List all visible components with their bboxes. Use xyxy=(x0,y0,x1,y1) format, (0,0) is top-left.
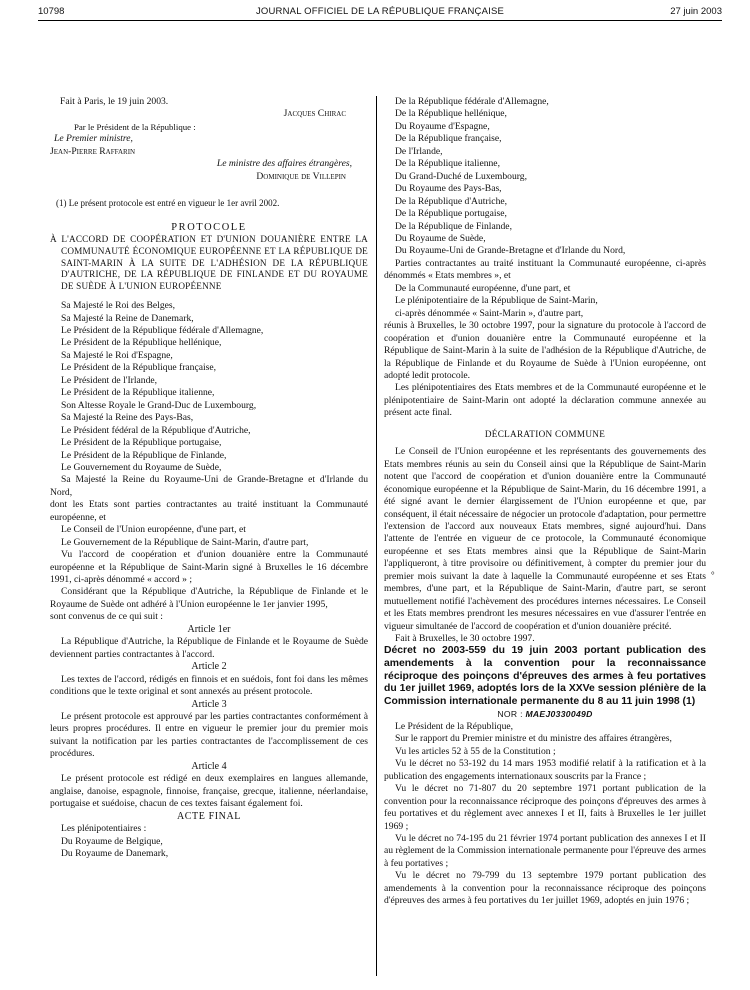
party-item: Le Président de l'Irlande, xyxy=(61,374,158,386)
party-item: Du Royaume d'Espagne, xyxy=(395,120,490,132)
uk-party: Sa Majesté la Reine du Royaume-Uni de Grande-Bretagne et d'Irlande du Nord, xyxy=(50,474,368,498)
fait-bruxelles: Fait à Bruxelles, le 30 octobre 1997. xyxy=(395,633,535,645)
party-item: De la République hellénique, xyxy=(395,108,507,120)
visa-item: Vu le décret no 79-799 du 13 septembre 1979 portant publication des amendements à la convention pour la reconnaissance réciproque des poinçons d'épreuves des armes à feu portatives du 1er juillet 1969, adoptés en juin 1976 ; xyxy=(384,870,706,907)
denommee-sm: ci-après dénommée « Saint-Marin », d'autre part, xyxy=(395,307,584,319)
party-item: Du Grand-Duché de Luxembourg, xyxy=(395,170,527,182)
signer-name: Jacques Chirac xyxy=(283,108,346,120)
party-item: De la République française, xyxy=(395,133,502,145)
acte-final-heading: ACTE FINAL xyxy=(176,810,242,822)
nor-code: MAEJ0330049D xyxy=(525,709,593,720)
party-item: Son Altesse Royale le Grand-Duc de Luxembourg, xyxy=(61,399,257,411)
party-item: Le Gouvernement du Royaume de Suède, xyxy=(61,461,222,473)
party-item: Du Royaume des Pays-Bas, xyxy=(395,183,502,195)
plenipotentiaire-sm: Le plénipotentiaire de la République de Saint-Marin, xyxy=(395,295,598,307)
party-item: Du Royaume-Uni de Grande-Bretagne et d'Irlande du Nord, xyxy=(395,245,626,257)
article-text: Le présent protocole est rédigé en deux exemplaires en langues allemande, anglaise, danoise, espagnole, finnoise, française, grecque, italienne, néerlandaise, portugaise et suédoise, chacun de ces textes faisant également foi. xyxy=(50,773,368,810)
party-item: Du Royaume de Suède, xyxy=(395,232,486,244)
protocol-footnote: (1) Le présent protocole est entré en vigueur le 1er avril 2002. xyxy=(56,198,280,209)
communaute-clause: De la Communauté européenne, d'une part, et xyxy=(395,282,571,294)
party-item: De l'Irlande, xyxy=(395,145,443,157)
party-item: De la République de Finlande, xyxy=(395,220,512,232)
journal-title: JOURNAL OFFICIEL DE LA RÉPUBLIQUE FRANÇAISE xyxy=(255,6,505,17)
declaration-text: Le Conseil de l'Union européenne et les représentants des gouvernements des Etats membres réunis au sein du Conseil ainsi que la République de Saint-Marin notent que l'accord de coopération et d'union douanière entre la Communauté économique européenne et la République de Saint-Marin, du 16 décembre 1991, a été signé avant le dernier élargissement de l'Union européenne et que, par conséquent, il était nécessaire de négocier un protocole d'adaptation, pour permettre l'extension de l'accord aux nouveaux Etats membres, signé aujourd'hui. Dans l'attente de l'entrée en vigueur de ce protocole, la Communauté économique européenne et ses Etats membres ainsi que la République de Saint-Marin l'appliqueront, à titre provisoire ou définitivement, à compter du premier jour du premier mois suivant la date à laquelle la Communauté européenne et ses Etats membres, d'une part, et la République de Saint-Marin, d'autre part, se seront mutuellement notifié l'achèvement des procédures internes nécessaires. Le Conseil et les Etats membres prendront les mesures nécessaires en vue d'assurer l'entrée en vigueur simultanée de l'accord de coopération et d'union douanière précité. xyxy=(384,446,706,632)
article-title: Article 2 xyxy=(191,661,227,673)
reunis-clause: réunis à Bruxelles, le 30 octobre 1997, pour la signature du protocole à l'accord de coopération et d'union douanière entre la Communauté européenne et la République de Saint-Marin à la suite de l'adhésion de la République d'Autriche, de la République de Finlande et du Royaume de Suède à l'Union européenne, ont adopté ledit protocole. xyxy=(384,320,706,381)
party-item: De la République portugaise, xyxy=(395,208,507,220)
by-president-line: Par le Président de la République : xyxy=(74,121,196,132)
party-item: Le Président de la République portugaise, xyxy=(61,437,222,449)
right-column xyxy=(384,96,706,908)
final-party-item: Du Royaume de Danemark, xyxy=(61,848,169,859)
signing-place-date: Fait à Paris, le 19 juin 2003. xyxy=(60,96,169,107)
party-item: Le Président de la République hellénique, xyxy=(61,337,222,349)
article-title: Article 4 xyxy=(191,760,227,772)
vu-clause: Vu l'accord de coopération et d'union douanière entre la Communauté européenne et la République de Saint-Marin signé à Bruxelles le 16 décembre 1991, ci-après dénommé « accord » ; xyxy=(50,549,368,586)
conseil-clause: Le Conseil de l'Union européenne, d'une part, et xyxy=(61,524,246,536)
article-title: Article 1er xyxy=(187,623,231,635)
visa-item: Vu le décret no 71-807 du 20 septembre 1971 portant publication de la convention pour la reconnaissance réciproque des poinçons d'épreuves des armes à feu portatives et du règlement avec annexes I et II, faits à Bruxelles le 1er juillet 1969 ; xyxy=(384,783,706,832)
decret-title: Décret no 2003-559 du 19 juin 2003 portant publication des amendements à la convention pour la reconnaissance réciproque des poinçons d'épreuves des armes à feu portatives du 1er juillet 1969, adoptés lors de la XXVe session plénière de la Commission internationale permanente du 8 au 11 juin 1998 (1) xyxy=(384,645,706,707)
article-text: Le présent protocole est approuvé par les parties contractantes conformément à leurs propres procédures. Il entre en vigueur le premier jour du premier mois suivant la notification par les parties contractantes de l'accomplissement de ces procédures. xyxy=(50,711,368,760)
president-line: Le Président de la République, xyxy=(395,720,514,732)
party-item: Sa Majesté le Roi d'Espagne, xyxy=(61,349,173,361)
issue-date: 27 juin 2003 xyxy=(670,6,722,17)
nor-reference xyxy=(384,708,706,720)
parties-contractantes: Parties contractantes au traité instituant la Communauté européenne, ci-après dénommés « Etats membres », et xyxy=(384,257,706,282)
protocol-title: À L'ACCORD DE COOPÉRATION ET D'UNION DOUANIÈRE ENTRE LA COMMUNAUTÉ ÉCONOMIQUE EUROPÉENNE ET LA RÉPUBLIQUE DE SAINT-MARIN À LA SUITE DE L'ADHÉSION DE LA RÉPUBLIQUE D'AUTRICHE, DE LA RÉPUBLIQUE DE FINLANDE ET DU ROYAUME DE SUÈDE À L'UNION EUROPÉENNE xyxy=(50,234,368,292)
rapport-line: Sur le rapport du Premier ministre et du ministre des affaires étrangères, xyxy=(395,733,672,745)
visa-item: Vu le décret no 74-195 du 21 février 1974 portant publication des annexes I et II au règlement de la Commission internationale permanente pour l'épreuve des armes à feu portatives ; xyxy=(384,832,706,869)
left-column xyxy=(50,96,368,860)
parties-continued-list xyxy=(384,96,706,258)
page-header xyxy=(38,6,722,24)
party-item: Sa Majesté la Reine de Danemark, xyxy=(61,312,194,324)
party-item: Sa Majesté la Reine des Pays-Bas, xyxy=(61,412,194,424)
article-title: Article 3 xyxy=(191,698,227,710)
column-divider xyxy=(376,96,377,976)
gouvernement-sm: Le Gouvernement de la République de Saint-Marin, d'autre part, xyxy=(61,536,309,548)
page-number: 10798 xyxy=(38,6,65,17)
parties-list xyxy=(50,300,368,474)
party-item: Le Président de la République de Finlande, xyxy=(61,449,227,461)
party-item: Le Président de la République italienne, xyxy=(61,387,215,399)
visa-item: Vu les articles 52 à 55 de la Constitution ; xyxy=(395,745,556,757)
party-item: De la République fédérale d'Allemagne, xyxy=(395,96,549,107)
party-item: De la République d'Autriche, xyxy=(395,195,508,207)
dont-clause: dont les Etats sont parties contractantes au traité instituant la Communauté européenne, et xyxy=(50,499,368,523)
header-rule xyxy=(38,20,722,21)
considerant-clause: Considérant que la République d'Autriche, la République de Finlande et le Royaume de Suède ont adhéré à l'Union européenne le 1er janvier 1995, xyxy=(50,586,368,610)
article-text: La République d'Autriche, la République de Finlande et le Royaume de Suède deviennent parties contractantes à l'accord. xyxy=(50,636,368,660)
party-item: Le Président de la République française, xyxy=(61,362,217,374)
convenus-clause: sont convenus de ce qui suit : xyxy=(50,611,163,623)
party-item: Le Président fédéral de la République d'Autriche, xyxy=(61,424,251,436)
pm-title: Le Premier ministre, xyxy=(54,133,133,145)
protocol-heading: PROTOCOLE xyxy=(171,221,247,233)
party-item: Le Président de la République fédérale d'Allemagne, xyxy=(61,324,264,336)
fm-title: Le ministre des affaires étrangères, xyxy=(216,158,352,170)
margin-mark: ° xyxy=(711,570,715,580)
plenipotentiaires-line: Les plénipotentiaires : xyxy=(61,823,147,835)
visa-item: Vu le décret no 53-192 du 14 mars 1953 modifié relatif à la ratification et à la publication des engagements internationaux souscrits par la France ; xyxy=(384,758,706,782)
article-text: Les textes de l'accord, rédigés en finnois et en suédois, font foi dans les mêmes conditions que le texte original et sont annexés au présent protocole. xyxy=(50,673,368,698)
plenipotentiaires-etats: Les plénipotentiaires des Etats membres et de la Communauté européenne et le plénipotentiaire de Saint-Marin ont adopté la déclaration commune annexée au présent acte final. xyxy=(384,382,706,419)
pm-name: Jean-Pierre Raffarin xyxy=(50,145,136,157)
party-item: De la République italienne, xyxy=(395,158,500,170)
fm-name: Dominique de Villepin xyxy=(256,170,346,182)
declaration-heading: DÉCLARATION COMMUNE xyxy=(484,428,606,439)
final-party-item: Du Royaume de Belgique, xyxy=(61,835,163,847)
party-item: Sa Majesté le Roi des Belges, xyxy=(61,300,176,312)
nor-label: NOR : xyxy=(497,709,523,720)
